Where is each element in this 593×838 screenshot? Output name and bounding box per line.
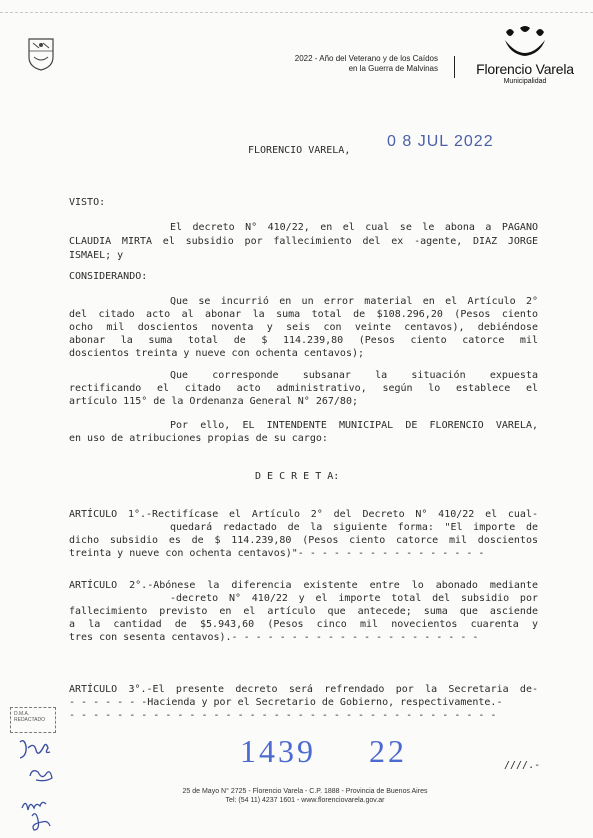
articulo3-line2: - - - - - - -Hacienda y por el Secretario de Gobierno, respectivamente.- — [69, 697, 503, 708]
articulo1-line2: quedará redactado de la siguiente forma: "El importe de — [170, 522, 538, 533]
considerando-p1-line3: ocho mil doscientos noventa y seis con veinte centavos), debiéndose — [69, 322, 538, 333]
articulo3-line3: - - - - - - - - - - - - - - - - - - - - - - - - - - - - - - - - - - - - — [69, 710, 497, 721]
articulo1-line1: ARTÍCULO 1°.-Rectifícase el Artículo 2° del Decreto N° 410/22 el cual- — [69, 509, 538, 520]
year-motto-line2: en la Guerra de Malvinas — [348, 64, 438, 73]
considerando-p2-line1: Que corresponde subsanar la situación expuesta — [170, 370, 538, 381]
articulo1-line4: treinta y nueve con ochenta centavos)"- - - - - - - - - - - - - - - - — [69, 548, 485, 559]
logo-name: Florencio Varela — [476, 61, 574, 77]
visto-heading: VISTO: — [69, 197, 106, 208]
articulo1-line3: dicho subsidio es de $ 114.239,80 (Pesos ciento catorce mil doscientos — [69, 535, 538, 546]
continuation-mark: ////.- — [504, 760, 541, 771]
logo-emblem-icon — [500, 26, 550, 60]
considerando-p3-line2: en uso de atribuciones propias de su cargo: — [69, 433, 328, 444]
header-divider — [454, 56, 455, 78]
considerando-p2-line2: rectificando el citado acto administrativo, según lo establece el — [69, 383, 538, 394]
year-motto — [232, 54, 438, 74]
footer-address — [160, 787, 450, 805]
visto-line2: CLAUDIA MIRTA el subsidio por fallecimiento del ex -agente, DIAZ JORGE — [69, 236, 538, 247]
date-stamp: 0 8 JUL 2022 — [387, 133, 494, 150]
year-motto-line1: 2022 - Año del Veterano y de los Caídos — [294, 54, 438, 63]
considerando-p1-line1: Que se incurrió en un error material en el Artículo 2° — [170, 296, 538, 307]
articulo2-line3: fallecimiento previsto en el artículo que antecede; suma que asciende — [69, 606, 538, 617]
considerando-p1-line5: doscientos treinta y nueve con ochenta centavos); — [69, 348, 365, 359]
decree-number-stamp: 1439 — [240, 733, 316, 769]
footer-line2: Tel: (54 11) 4237 1601 - www.florenciovarela.gov.ar — [225, 797, 385, 804]
margin-stamp-text — [14, 711, 45, 723]
decreta-heading: D E C R E T A: — [255, 471, 340, 482]
visto-line3: ISMAEL; y — [69, 250, 124, 261]
margin-stamp-line1: D.M.A. — [14, 711, 30, 717]
logo-subtitle: Municipalidad — [503, 78, 547, 85]
initials-signature-1 — [14, 736, 54, 764]
articulo2-line2: -decreto N° 410/22 y el importe total del subsidio por — [170, 593, 538, 604]
articulo2-line1: ARTÍCULO 2°.-Abónese la diferencia existente entre lo abonado mediante — [69, 580, 538, 591]
florencio-varela-logo — [470, 22, 580, 86]
considerando-p1-line2: del citado acto al abonar la suma total de $108.296,20 (Pesos ciento — [69, 309, 538, 320]
considerando-heading: CONSIDERANDO: — [69, 271, 148, 282]
articulo2-line4: a la cantidad de $5.943,60 (Pesos cinco mil novecientos cuarenta y — [69, 619, 538, 630]
footer-line1: 25 de Mayo N° 2725 - Florencio Varela - C.P. 1888 - Provincia de Buenos Aires — [182, 788, 428, 795]
decree-year-stamp: 22 — [369, 733, 407, 769]
visto-line1: El decreto N° 410/22, en el cual se le abona a PAGANO — [170, 222, 538, 233]
considerando-p1-line4: abonar la suma total de $ 114.239,80 (Pesos ciento catorce mil — [69, 335, 538, 346]
articulo3-line1: ARTÍCULO 3°.-El presente decreto será refrendado por la Secretaria de- — [69, 684, 538, 695]
initials-signature-3 — [18, 794, 56, 834]
place-heading: FLORENCIO VARELA, — [248, 145, 351, 156]
articulo2-line5: tres con sesenta centavos).- - - - - - - - - - - - - - - - - - - - - — [69, 632, 479, 643]
considerando-p3-line1: Por ello, EL INTENDENTE MUNICIPAL DE FLORENCIO VARELA, — [170, 420, 538, 431]
initials-signature-2 — [26, 764, 56, 786]
page-edge-line — [0, 12, 593, 14]
municipal-crest-icon — [27, 37, 55, 71]
margin-stamp-line2: REDACTADO — [14, 717, 46, 723]
considerando-p2-line3: artículo 115° de la Ordenanza General N° 267/80; — [69, 396, 358, 407]
